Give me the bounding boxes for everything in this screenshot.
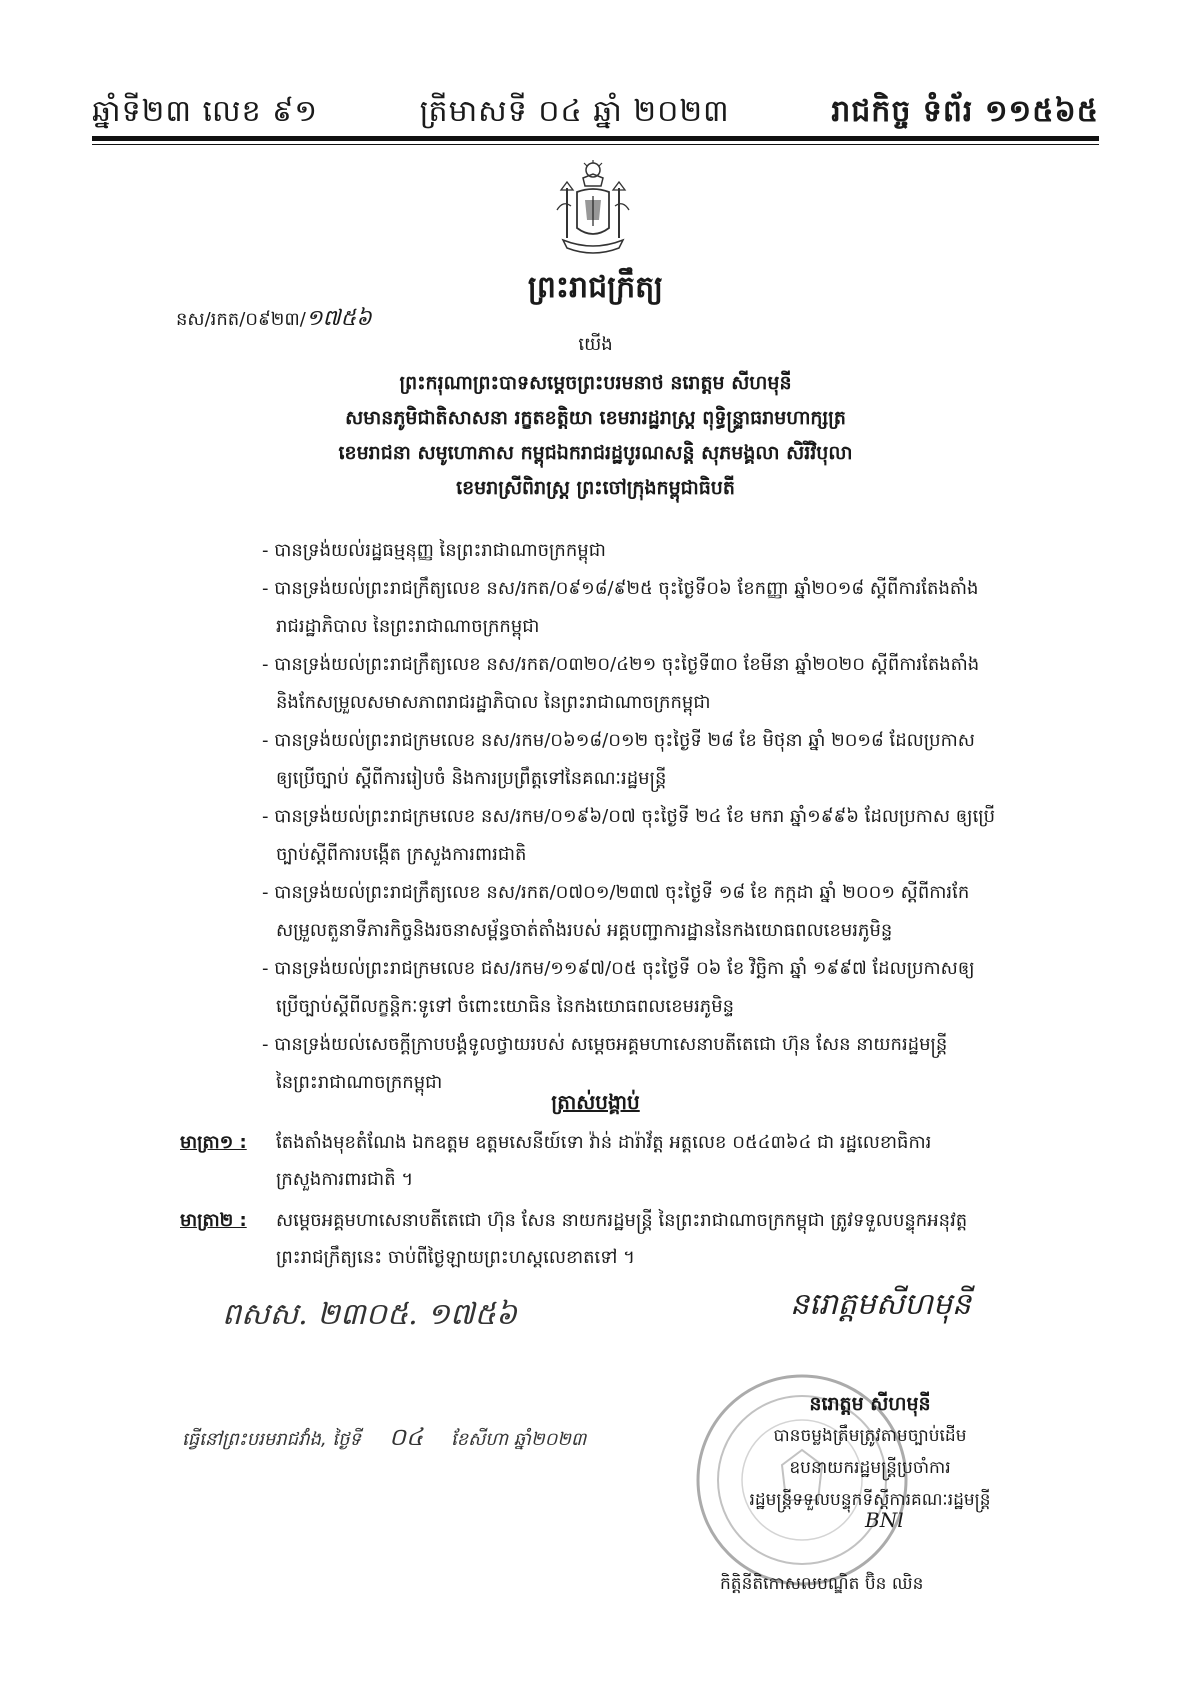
- article-line: ព្រះរាជក្រឹត្យនេះ ចាប់ពីថ្ងៃឡាយព្រះហស្តលេខាតទៅ ។: [276, 1247, 635, 1268]
- reference-item: [262, 570, 1072, 646]
- signer-name: នរោត្តម សីហមុនី: [809, 1393, 931, 1415]
- reference-line: - បានទ្រង់យល់ព្រះរាជក្រមលេខ នស/រកម/០១៩៦/០៧ ចុះថ្ងៃទី ២៤ ខែ មករា ឆ្នាំ១៩៩៦ ដែលប្រកាស ឲ្យប្រើ: [262, 806, 996, 827]
- signer-title-line: ឧបនាយករដ្ឋមន្ត្រីប្រចាំការ: [789, 1458, 951, 1478]
- article-line: សម្តេចអគ្គមហាសេនាបតីតេជោ ហ៊ុន សែន នាយករដ្ឋមន្ត្រី នៃព្រះរាជាណាចក្រកម្ពុជា ត្រូវទទួលបន្ទុកអនុវត្ត: [276, 1210, 968, 1231]
- countersign-signature: BNl: [865, 1508, 904, 1532]
- reference-item: [262, 874, 1072, 950]
- reference-line: - បានទ្រង់យល់ព្រះរាជក្រឹត្យលេខ នស/រកត/០៩១៨/៩២៥ ចុះថ្ងៃទី០៦ ខែកញ្ញា ឆ្នាំ២០១៨ ស្តីពីការតែងតាំង: [262, 578, 979, 599]
- place-date-day: ០៤: [388, 1423, 423, 1451]
- article-1: [180, 1124, 1070, 1198]
- reference-item: [262, 722, 1072, 798]
- place-date: [182, 1422, 586, 1457]
- header-rule: [92, 136, 1099, 145]
- article-line: តែងតាំងមុខតំណែង ឯកឧត្តម ឧត្តមសេនីយ៍ទោ វ៉ាន់ ដារ៉ាវ័ត្ត អត្តលេខ ០៥៤៣៦៤ ជា រដ្ឋលេខាធិការ: [276, 1132, 932, 1153]
- article-line: ក្រសួងការពារជាតិ ។: [276, 1169, 414, 1190]
- signature-block: [670, 1388, 1070, 1516]
- reference-item: [262, 646, 1072, 722]
- reference-line: ច្បាប់ស្តីពីការបង្កើត ក្រសួងការពារជាតិ: [276, 844, 527, 865]
- countersign-name: កិត្តិនីតិកោសលបណ្ឌិត ប៊ិន ឈិន: [720, 1574, 924, 1594]
- reference-item: [262, 798, 1072, 874]
- reference-line: ឲ្យប្រើច្បាប់ ស្តីពីការរៀបចំ និងការប្រព្រឹត្តទៅនៃគណៈរដ្ឋមន្ត្រី: [276, 768, 667, 789]
- royal-title-line: សមានភូមិជាតិសាសនា រក្ខតខត្តិយា ខេមរារដ្ឋរាស្ត្រ ពុទ្ធិន្ទ្រាធរាមហាក្សត្រ: [345, 407, 846, 429]
- gazette-date: ត្រីមាសទី ០៤ ឆ្នាំ ២០២៣: [419, 94, 730, 129]
- reference-line: រាជរដ្ឋាភិបាល នៃព្រះរាជាណាចក្រកម្ពុជា: [276, 616, 540, 637]
- references-list: [262, 532, 1072, 1102]
- signer-title-line: រដ្ឋមន្ត្រីទទួលបន្ទុកទីស្តីការគណៈរដ្ឋមន្ត្រី: [749, 1490, 991, 1510]
- reference-line: ប្រើច្បាប់ស្តីពីលក្ខន្តិកៈទូទៅ ចំពោះយោធិន នៃកងយោធពលខេមរភូមិន្ទ: [276, 996, 735, 1017]
- document-title: ព្រះរាជក្រឹត្យ: [527, 270, 664, 305]
- reference-line: - បានទ្រង់យល់ព្រះរាជក្រឹត្យលេខ នស/រកត/០៣២០/៤២១ ចុះថ្ងៃទី៣០ ខែមីនា ឆ្នាំ២០២០ ស្តីពីការតែងតាំង: [262, 654, 980, 675]
- royal-title-line: ខេមរាជនា សមូហោភាស កម្ពុជឯករាជរដ្ឋបូរណសន្តិ សុភមង្គលា សិរីវិបុលា: [338, 442, 853, 464]
- reference-handwritten-number: ១៧៥៦: [305, 306, 372, 331]
- reference-line: - បានទ្រង់យល់រដ្ឋធម្មនុញ្ញ នៃព្រះរាជាណាចក្រកម្ពុជា: [262, 540, 606, 561]
- reference-line: - បានទ្រង់យល់ព្រះរាជក្រមលេខ ជស/រកម/១១៩៧/០៥ ចុះថ្ងៃទី ០៦ ខែ វិច្ឆិកា ឆ្នាំ ១៩៩៧ ដែលប្រកាសឲ្យ: [262, 958, 975, 979]
- article-label: មាត្រា២ :: [180, 1210, 247, 1231]
- article-text: [276, 1202, 1070, 1276]
- gazette-header: [92, 92, 1099, 136]
- royal-title-line: ខេមរាស្រីពិរាស្ត្រ ព្រះចៅក្រុងកម្ពុជាធិបតី: [456, 477, 735, 499]
- certified-copy-line: បានចម្លងត្រឹមត្រូវតាមច្បាប់ដើម: [773, 1426, 967, 1446]
- royal-coat-of-arms-icon: [553, 160, 633, 260]
- reference-line: - បានទ្រង់យល់សេចក្តីក្រាបបង្គំទូលថ្វាយរបស់ សម្តេចអគ្គមហាសេនាបតីតេជោ ហ៊ុន សែន នាយករដ្ឋមន្ត្រី: [262, 1034, 948, 1055]
- reference-line: - បានទ្រង់យល់ព្រះរាជក្រឹត្យលេខ នស/រកត/០៧០១/២៣៧ ចុះថ្ងៃទី ១៨ ខែ កក្កដា ឆ្នាំ ២០០១ ស្តីពីការកែ: [262, 882, 970, 903]
- gazette-year-issue: ឆ្នាំទី២៣ លេខ ៩១: [92, 94, 319, 129]
- reference-prefix: នស/រកត/០៩២៣/: [176, 309, 306, 330]
- reference-line: និងកែសម្រួលសមាសភាពរាជរដ្ឋាភិបាល នៃព្រះរាជាណាចក្រកម្ពុជា: [276, 692, 711, 713]
- gazette-page: រាជកិច្ច ទំព័រ ១១៥៦៥: [831, 94, 1099, 129]
- royal-signature: នរោត្តមសីហមុនី: [790, 1287, 971, 1322]
- opening-we: យើង: [578, 334, 613, 355]
- reference-line: - បានទ្រង់យល់ព្រះរាជក្រមលេខ នស/រកម/០៦១៨/០១២ ចុះថ្ងៃទី ២៨ ខែ មិថុនា ឆ្នាំ ២០១៨ ដែលប្រកាស: [262, 730, 975, 751]
- reference-line: នៃព្រះរាជាណាចក្រកម្ពុជា: [276, 1072, 443, 1093]
- reference-item: [262, 950, 1072, 1026]
- place-date-suffix: ខែសីហា ឆ្នាំ២០២៣: [450, 1429, 587, 1450]
- royal-title-line: ព្រះករុណាព្រះបាទសម្តេចព្រះបរមនាថ នរោត្តម សីហមុនី: [399, 372, 792, 394]
- article-text: [276, 1124, 1070, 1198]
- article-2: [180, 1202, 1070, 1276]
- decree-heading: ត្រាស់បង្គាប់: [551, 1090, 640, 1114]
- reference-item: [262, 532, 1072, 570]
- reference-line: សម្រួលតួនាទីភារកិច្ចនិងរចនាសម្ព័ន្ធចាត់តាំងរបស់ អគ្គបញ្ជាការដ្ឋាននៃកងយោធពលខេមរភូមិន្ទ: [276, 920, 893, 941]
- handwritten-registration: ពសស. ២៣០៥. ១៧៥៦: [222, 1297, 517, 1332]
- article-label: មាត្រា១ :: [180, 1132, 247, 1153]
- royal-titles: [0, 366, 1191, 506]
- place-date-prefix: ធ្វើនៅព្រះបរមរាជវាំង, ថ្ងៃទី: [182, 1429, 361, 1450]
